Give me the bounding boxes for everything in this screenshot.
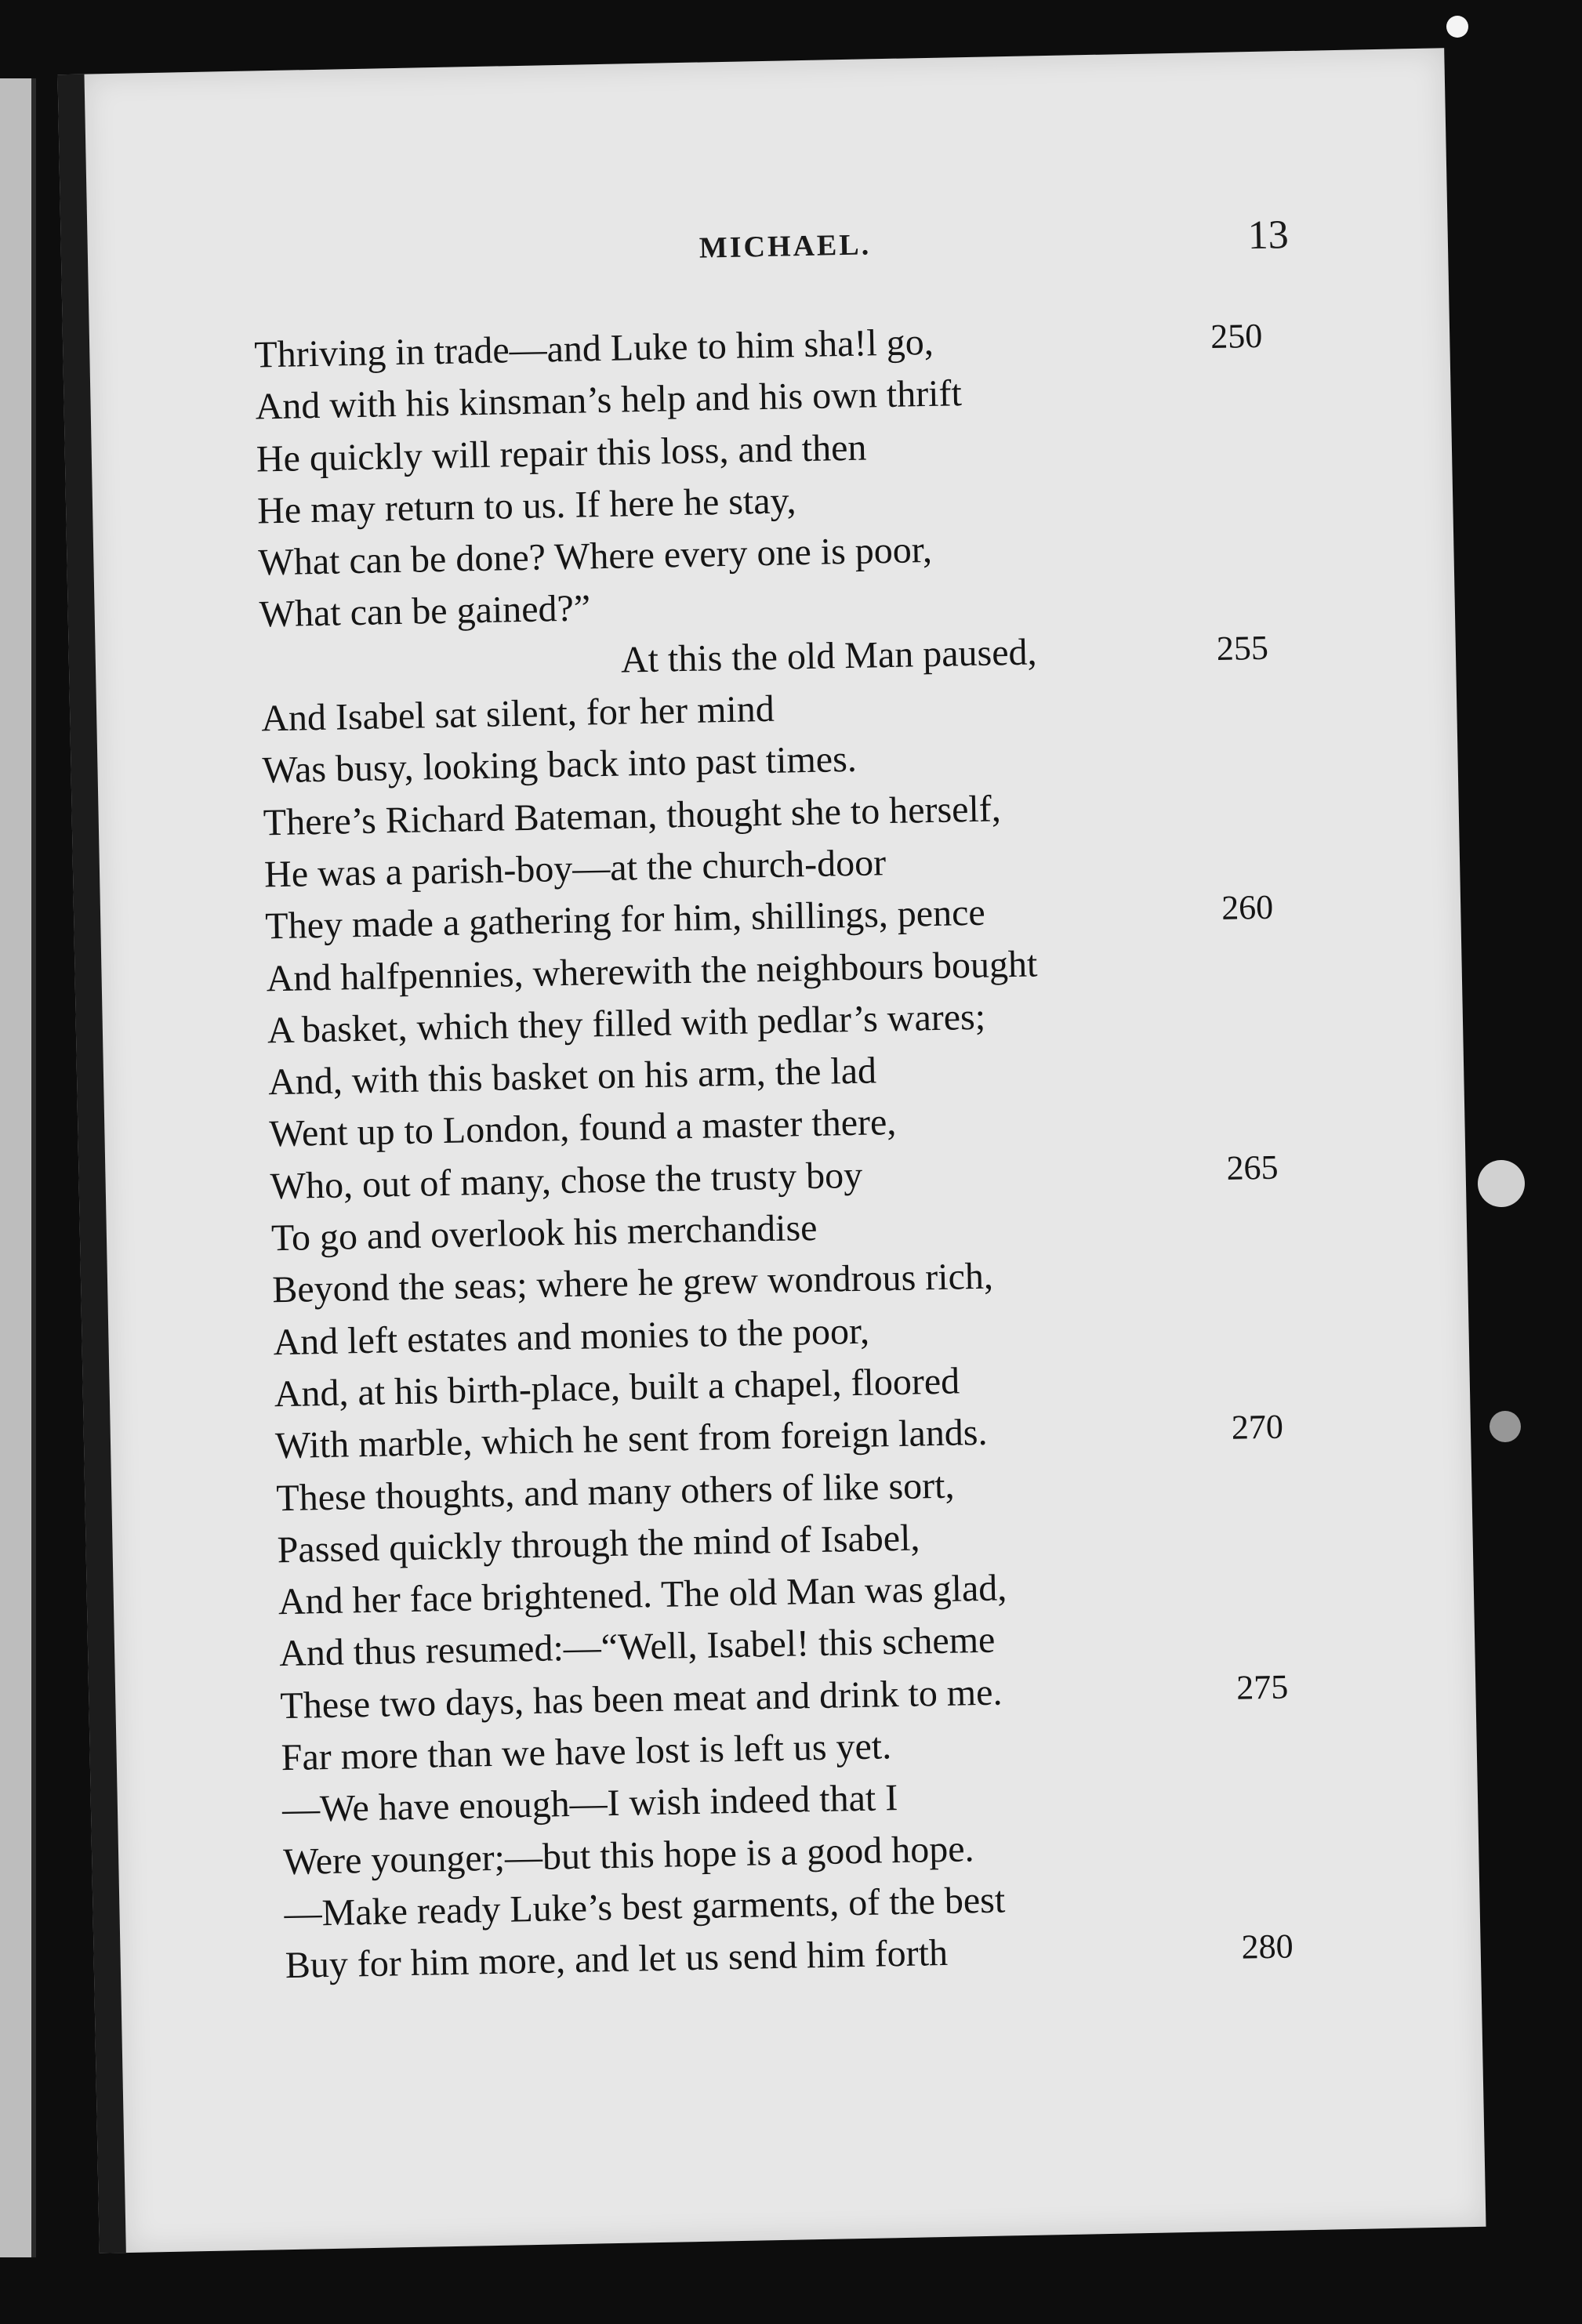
- dust-speck: [1489, 1411, 1521, 1442]
- poem-line-text: To go and overlook his merchandise: [270, 1206, 818, 1260]
- poem-text: [254, 308, 1422, 1992]
- poem-line-text: Who, out of many, chose the trusty boy: [270, 1154, 863, 1208]
- dust-speck: [1478, 1160, 1525, 1207]
- dust-speck: [1446, 16, 1468, 38]
- poem-line-text: What can be gained?”: [259, 587, 591, 636]
- poem-line-text: Beyond the seas; where he grew wondrous rich,: [271, 1255, 994, 1311]
- poem-line-text: And, with this basket on his arm, the lad: [267, 1050, 877, 1104]
- book-page: [57, 48, 1486, 2253]
- poem-line-text: With marble, which he sent from foreign lands.: [274, 1412, 988, 1467]
- line-number: 260: [1221, 887, 1274, 928]
- line-number: 275: [1235, 1667, 1289, 1707]
- poem-line-text: And her face brightened. The old Man was glad,: [278, 1567, 1007, 1623]
- poem-line-text: He may return to us. If here he stay,: [256, 480, 796, 532]
- page-number: 13: [1247, 212, 1290, 259]
- poem-line-text: —Make ready Luke’s best garments, of the best: [284, 1879, 1006, 1935]
- running-head: [88, 212, 1449, 289]
- poem-line-text: Buy for him more, and let us send him forth: [285, 1932, 949, 1987]
- line-number: 280: [1241, 1927, 1294, 1967]
- poem-line-text: He quickly will repair this loss, and then: [256, 426, 867, 480]
- poem-line-text: They made a gathering for him, shillings, pence: [264, 891, 986, 948]
- line-number: 270: [1231, 1407, 1284, 1448]
- poem-line-text: There’s Richard Bateman, thought she to herself,: [263, 787, 1002, 844]
- poem-line-text: These thoughts, and many others of like sort,: [275, 1464, 955, 1519]
- poem-line-text: Far more than we have lost is left us yet.: [281, 1725, 892, 1779]
- poem-line-text: —We have enough—I wish indeed that I: [281, 1777, 898, 1831]
- poem-line-text: What can be done? Where every one is poor,: [257, 529, 933, 584]
- running-head-title: MICHAEL.: [698, 228, 872, 265]
- poem-line-text: At this the old Man paused,: [620, 631, 1037, 681]
- poem-line-text: And, at his birth-place, built a chapel, floored: [274, 1360, 960, 1416]
- poem-line-text: And left estates and monies to the poor,: [273, 1310, 870, 1363]
- poem-line-text: And with his kinsman’s help and his own thrift: [255, 372, 963, 428]
- line-number: 255: [1216, 628, 1269, 668]
- left-page-edge: [0, 78, 36, 2257]
- poem-line-text: Thriving in trade—and Luke to him sha!l go,: [253, 321, 934, 376]
- poem-line-text: Were younger;—but this hope is a good hope.: [282, 1827, 974, 1883]
- line-number: 250: [1210, 316, 1263, 357]
- poem-line-text: He was a parish-boy—at the church-door: [263, 842, 887, 896]
- poem-line-text: Was busy, looking back into past times.: [262, 738, 858, 792]
- poem-line-text: Went up to London, found a master there,: [268, 1101, 897, 1155]
- poem-line-text: And halfpennies, wherewith the neighbours bought: [266, 943, 1038, 999]
- poem-line-text: Passed quickly through the mind of Isabel,: [277, 1517, 920, 1572]
- poem-line-text: And thus resumed:—“Well, Isabel! this scheme: [278, 1619, 996, 1675]
- poem-line-text: These two days, has been meat and drink to me.: [279, 1671, 1003, 1727]
- line-number: 265: [1226, 1147, 1279, 1187]
- poem-line-text: And Isabel sat silent, for her mind: [260, 687, 775, 740]
- poem-line-text: A basket, which they filled with pedlar’s wares;: [267, 995, 986, 1052]
